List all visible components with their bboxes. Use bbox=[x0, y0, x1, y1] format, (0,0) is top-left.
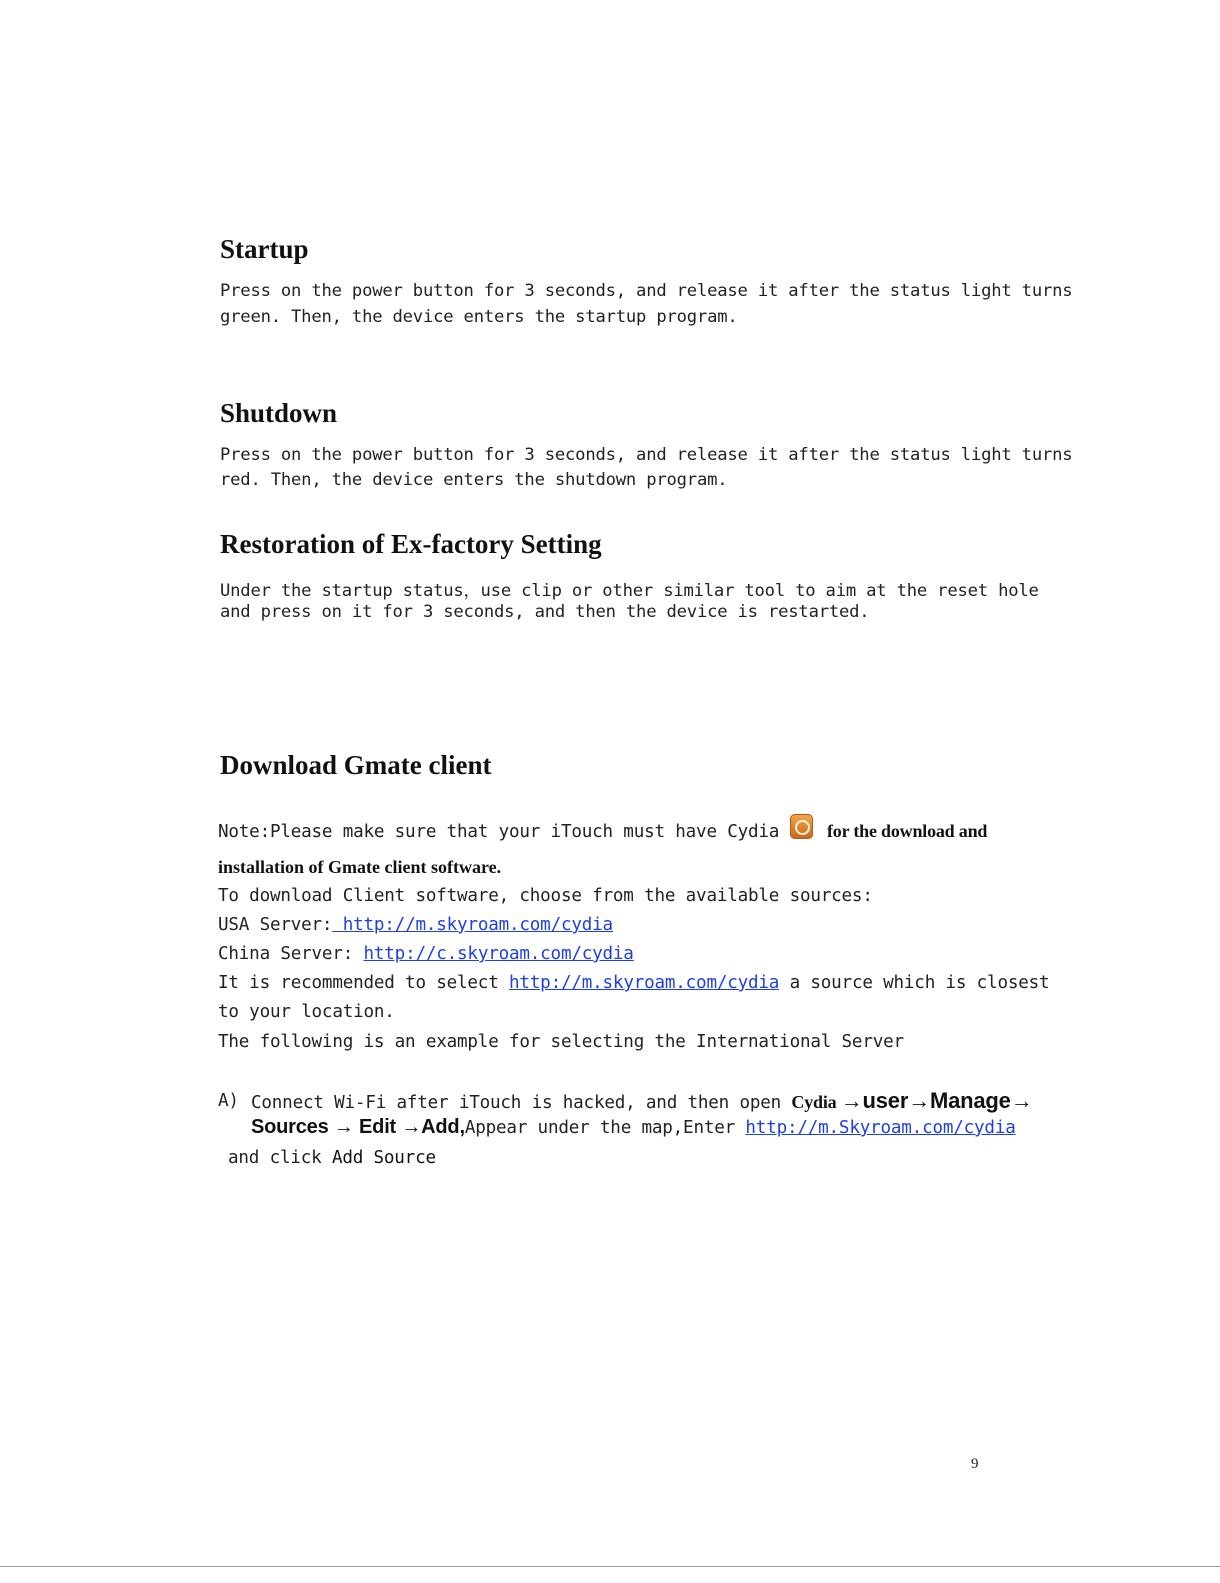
usa-server-link[interactable]: http://m.skyroam.com/cydia bbox=[332, 915, 613, 935]
step-a-and-click: and click bbox=[228, 1148, 332, 1168]
usa-server-line bbox=[218, 915, 613, 935]
step-a-path-2: Sources → Edit →Add, bbox=[251, 1116, 465, 1138]
china-server-line bbox=[218, 944, 634, 964]
recommend-suffix: a source which is closest bbox=[779, 973, 1050, 993]
startup-heading: Startup bbox=[220, 234, 309, 264]
note-line bbox=[218, 814, 987, 842]
note-bold-2: installation of Gmate client software. bbox=[218, 857, 502, 877]
example-line: The following is an example for selecting the International Server bbox=[218, 1032, 904, 1052]
step-a-line1 bbox=[251, 1088, 1033, 1114]
recommend-line bbox=[218, 973, 1049, 993]
download-heading: Download Gmate client bbox=[220, 750, 492, 780]
choose-sources-line: To download Client software, choose from the available sources: bbox=[218, 886, 873, 906]
step-a-line3 bbox=[228, 1148, 436, 1168]
cydia-app-icon bbox=[790, 814, 813, 839]
note-prefix: Note:Please make sure that your iTouch must have Cydia bbox=[218, 822, 780, 842]
recommend-line-2: to your location. bbox=[218, 1002, 395, 1022]
shutdown-text-line2: red. Then, the device enters the shutdown program. bbox=[220, 470, 728, 490]
shutdown-heading: Shutdown bbox=[220, 398, 338, 428]
shutdown-text-line1: Press on the power button for 3 seconds, and release it after the status light turns bbox=[220, 445, 1073, 465]
step-a-cydia: Cydia bbox=[791, 1092, 841, 1112]
restoration-heading: Restoration of Ex-factory Setting bbox=[220, 529, 602, 559]
china-server-link[interactable]: http://c.skyroam.com/cydia bbox=[363, 944, 634, 964]
recommend-link[interactable]: http://m.skyroam.com/cydia bbox=[509, 973, 780, 993]
startup-text-line1: Press on the power button for 3 seconds, and release it after the status light turns bbox=[220, 281, 1073, 301]
step-a-link[interactable]: http://m.Skyroam.com/cydia bbox=[745, 1118, 1016, 1138]
startup-text-line2: green. Then, the device enters the startup program. bbox=[220, 307, 738, 327]
step-a-text: Connect Wi-Fi after iTouch is hacked, and then open bbox=[251, 1093, 792, 1113]
step-a-appear: Appear under the map,Enter bbox=[464, 1118, 746, 1138]
restoration-text-line1: Under the startup status，use clip or other similar tool to aim at the reset hole bbox=[220, 581, 1039, 601]
step-a-marker: A) bbox=[218, 1091, 239, 1111]
note-bold-1: for the download and bbox=[827, 821, 988, 841]
page-bottom-rule bbox=[0, 1566, 1220, 1567]
page-number: 9 bbox=[971, 1456, 979, 1472]
step-a-line2 bbox=[251, 1116, 1016, 1139]
restoration-text-line2: and press on it for 3 seconds, and then the device is restarted. bbox=[220, 602, 870, 622]
step-a-add-source: Add Source bbox=[331, 1148, 436, 1168]
step-a-path-1: →user→Manage→ bbox=[840, 1088, 1033, 1113]
usa-server-label: USA Server: bbox=[218, 915, 333, 935]
china-server-label: China Server: bbox=[218, 944, 364, 964]
recommend-prefix: It is recommended to select bbox=[218, 973, 509, 993]
